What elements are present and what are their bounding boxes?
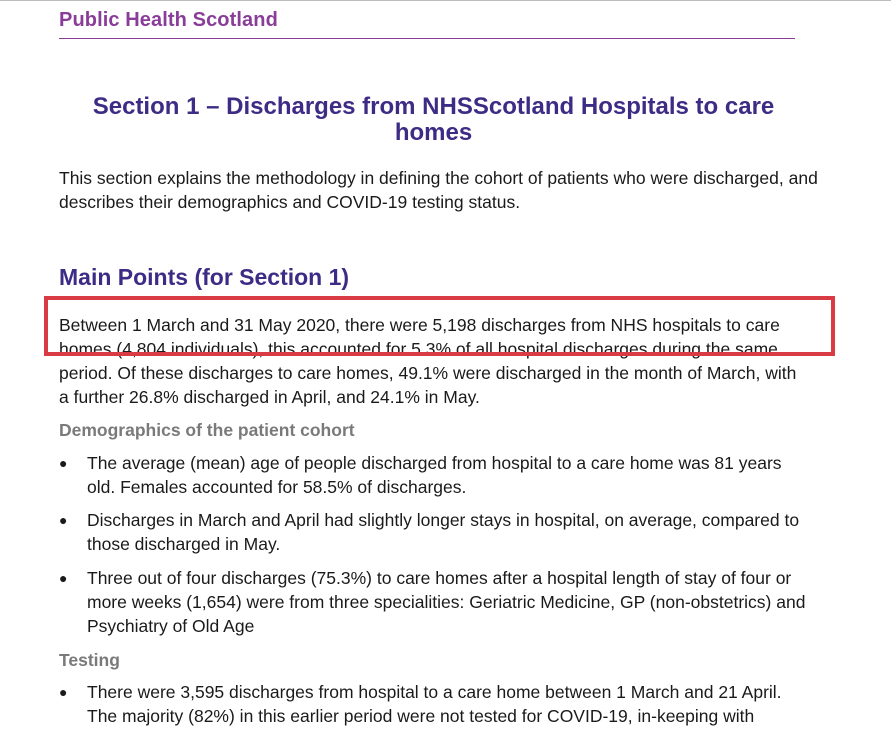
main-points-heading: Main Points (for Section 1) bbox=[59, 264, 350, 290]
main-points-summary: Between 1 March and 31 May 2020, there were 5,198 discharges from NHS hospitals to care homes (4,804 individuals), this accounted for 5.3% of all hospital discharges during the same period. Of these discharges to care homes, 49.1% were discharged in the month of March, with a further 26.8% discharged in April, and 24.1% in May. bbox=[59, 315, 797, 407]
list-item-text: Three out of four discharges (75.3%) to care homes after a hospital length of stay of four or more weeks (1,654) were from three specialities: Geriatric Medicine, GP (non-obstetrics) and Psychiatry of Old Age bbox=[87, 568, 806, 636]
bullet-icon: ● bbox=[59, 570, 68, 586]
highlight-annotation-box bbox=[44, 296, 835, 356]
section-intro: This section explains the methodology in defining the cohort of patients who were discharged, and describes their demographics and COVID-19 testing status. bbox=[59, 168, 818, 212]
list-item-text: There were 3,595 discharges from hospital to a care home between 1 March and 21 April. The majority (82%) in this earlier period were not tested for COVID-19, in-keeping with bbox=[87, 682, 782, 726]
bullet-icon: ● bbox=[59, 684, 68, 700]
bullet-icon: ● bbox=[59, 455, 68, 471]
page-top-border bbox=[0, 0, 891, 1]
bullet-icon: ● bbox=[59, 512, 68, 528]
list-item-text: Discharges in March and April had slightly longer stays in hospital, on average, compared to those discharged in May. bbox=[87, 510, 800, 554]
demographics-subheading: Demographics of the patient cohort bbox=[59, 420, 355, 440]
header-divider bbox=[59, 38, 795, 39]
testing-subheading: Testing bbox=[59, 650, 120, 670]
section-title: Section 1 – Discharges from NHSScotland Hospitals to care homes bbox=[92, 93, 775, 146]
organisation-name: Public Health Scotland bbox=[59, 9, 278, 31]
list-item-text: The average (mean) age of people discharged from hospital to a care home was 81 years old. Females accounted for 58.5% of discharges. bbox=[87, 453, 782, 497]
